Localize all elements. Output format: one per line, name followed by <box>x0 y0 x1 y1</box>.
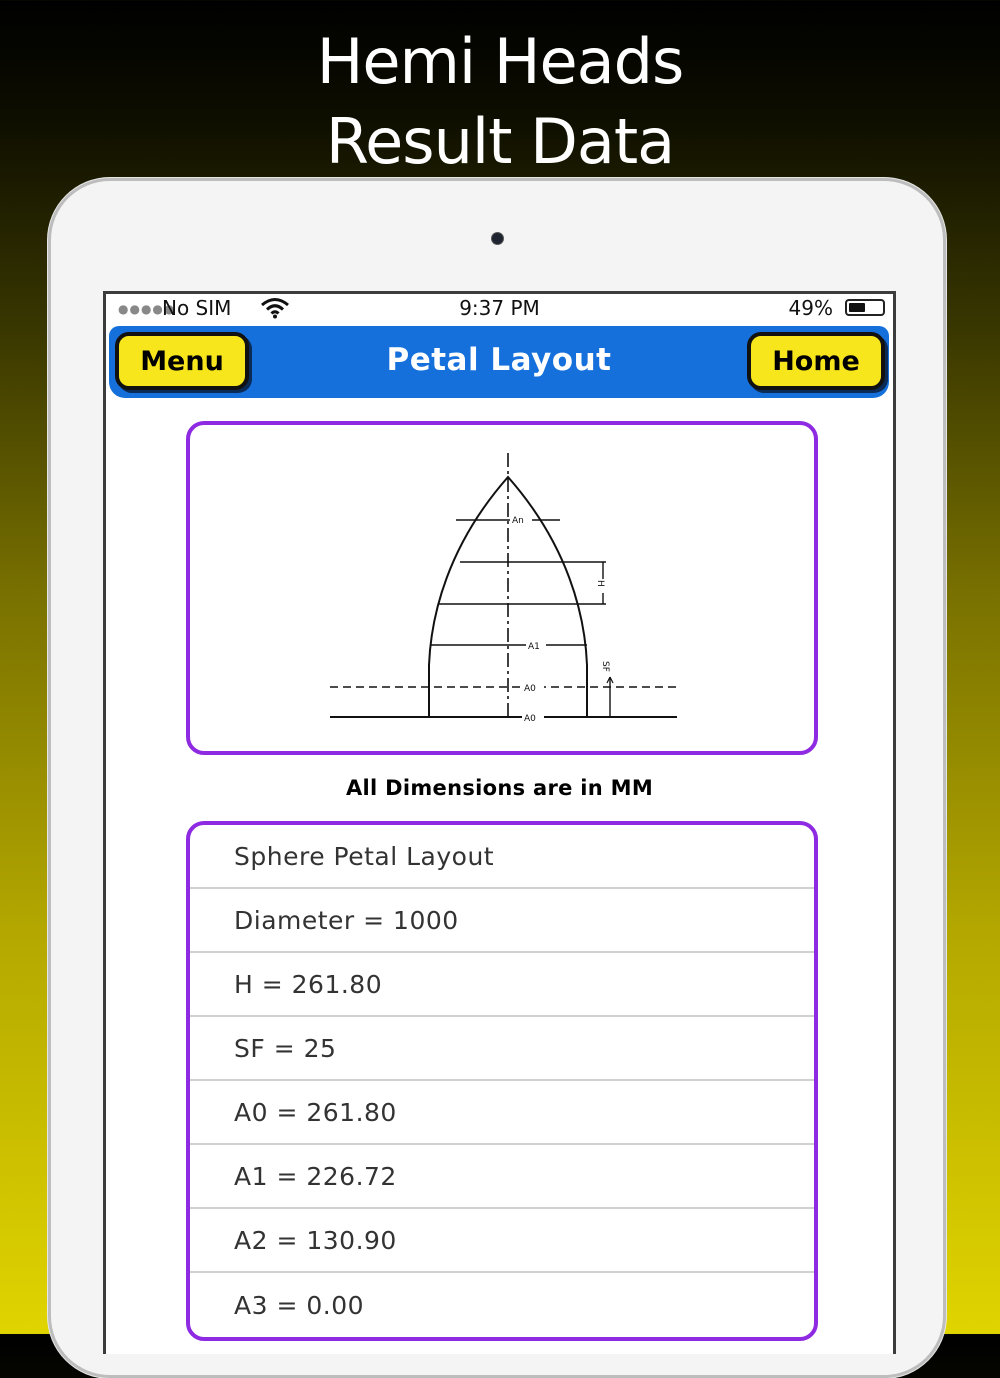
page-title: Petal Layout <box>386 342 612 378</box>
signal-icon: ●●●●● <box>118 302 176 316</box>
carrier-label: No SIM <box>162 296 232 320</box>
label-a0-upper: A0 <box>524 684 536 694</box>
result-row-a1: A1 = 226.72 <box>190 1145 814 1209</box>
status-bar <box>106 294 893 324</box>
result-row-a0: A0 = 261.80 <box>190 1081 814 1145</box>
battery-fill <box>849 303 865 312</box>
battery-icon <box>845 299 885 316</box>
result-row-sf: SF = 25 <box>190 1017 814 1081</box>
label-sf: SF <box>600 661 610 672</box>
results-list <box>186 821 818 1341</box>
result-row-a3: A3 = 0.00 <box>234 1290 365 1320</box>
promo-title-line-1: Hemi Heads <box>316 25 684 98</box>
promo-title <box>0 22 1000 182</box>
petal-diagram-frame <box>186 421 818 755</box>
label-a0-lower: A0 <box>524 714 536 724</box>
status-time: 9:37 PM <box>459 296 540 320</box>
label-an: An <box>512 516 524 526</box>
label-a1: A1 <box>528 642 540 652</box>
home-button[interactable]: Home <box>747 332 885 390</box>
menu-button[interactable]: Menu <box>115 332 249 390</box>
result-row-h: H = 261.80 <box>190 953 814 1017</box>
promo-title-line-2: Result Data <box>325 105 675 178</box>
battery-percent: 49% <box>788 296 833 320</box>
app-screen <box>103 291 896 1354</box>
front-camera <box>492 233 503 244</box>
dimensions-note: All Dimensions are in MM <box>345 776 654 800</box>
label-h: H <box>595 580 605 587</box>
result-row-a2: A2 = 130.90 <box>190 1209 814 1273</box>
result-row-diameter: Diameter = 1000 <box>190 889 814 953</box>
nav-bar <box>109 326 889 398</box>
petal-layout-diagram <box>190 425 814 751</box>
result-row-title: Sphere Petal Layout <box>190 825 814 889</box>
